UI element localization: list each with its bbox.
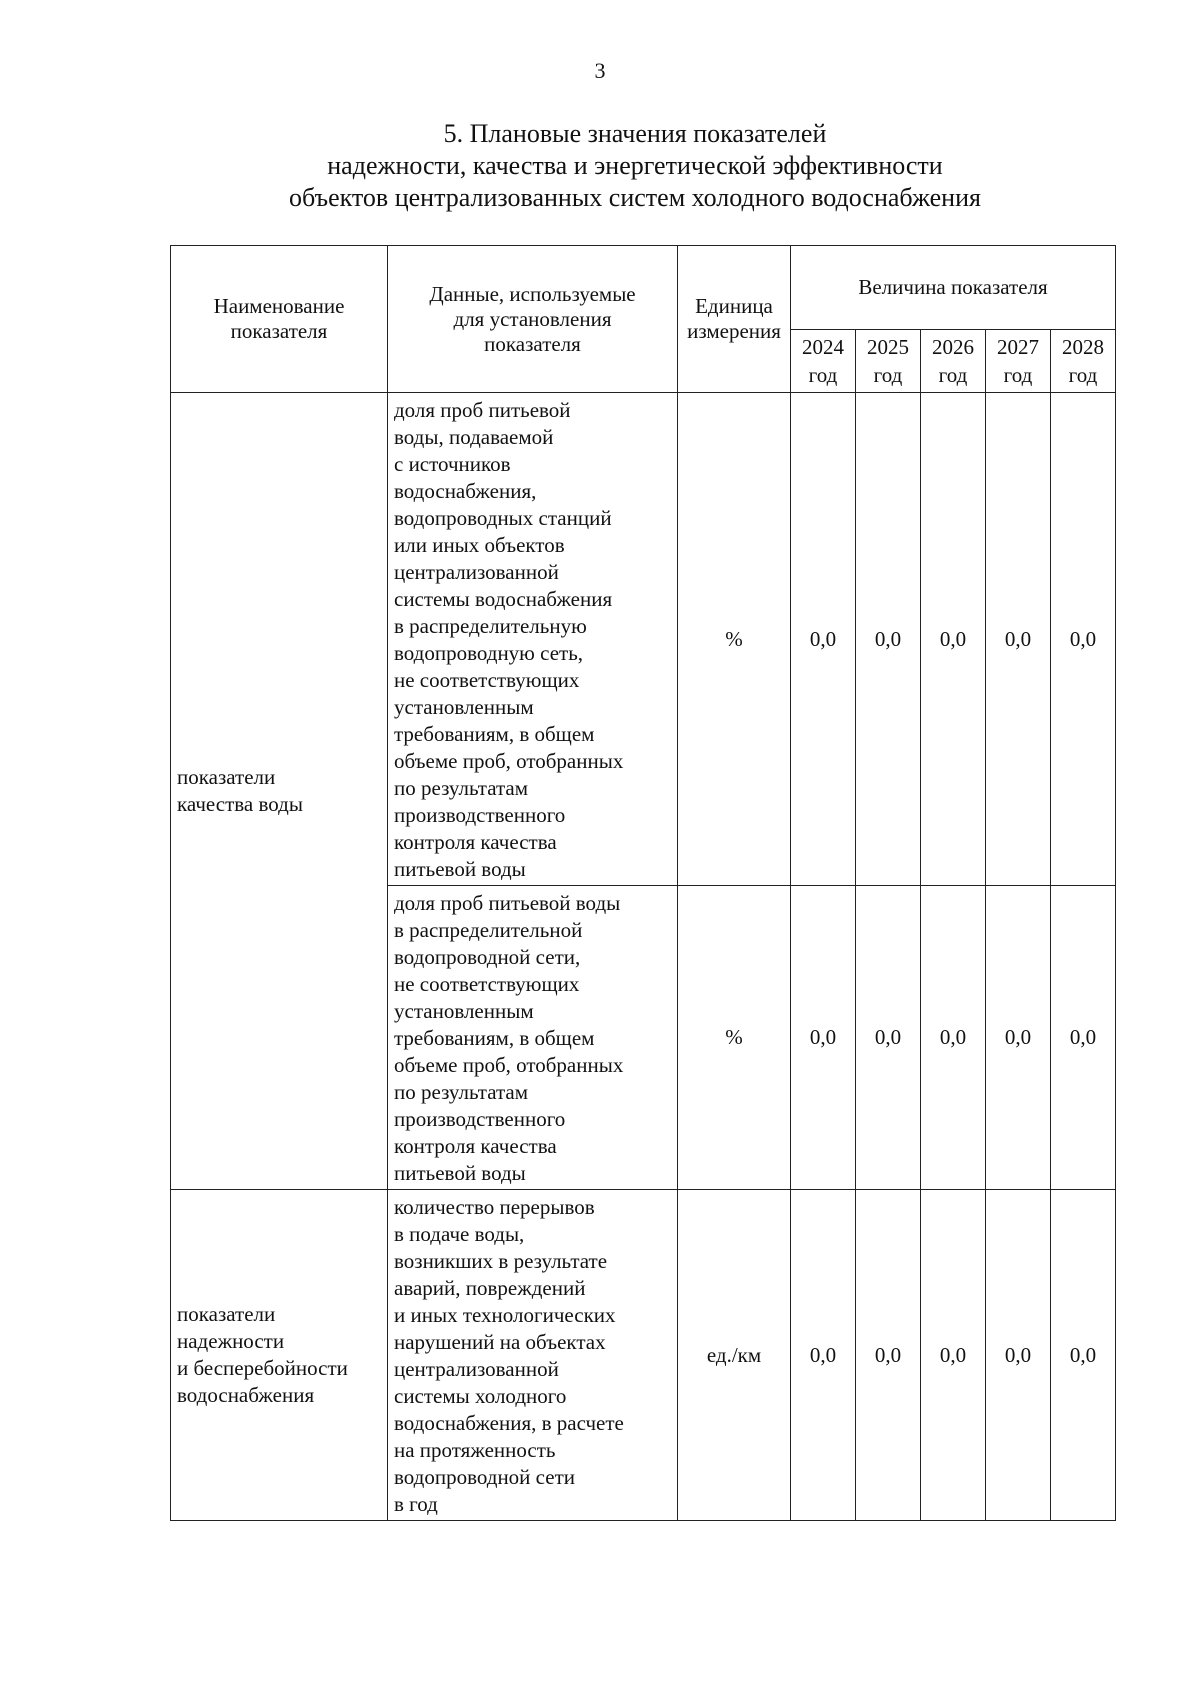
value-2027: 0,0 bbox=[986, 1190, 1051, 1521]
header-unit bbox=[678, 246, 791, 393]
value-2026: 0,0 bbox=[921, 1190, 986, 1521]
data-line: или иных объектов bbox=[394, 533, 565, 557]
header-year-2026 bbox=[921, 330, 986, 393]
indicator-name-line: качества воды bbox=[177, 792, 303, 816]
data-line: водопроводных станций bbox=[394, 506, 612, 530]
data-line: количество перерывов bbox=[394, 1195, 595, 1219]
value-2028: 0,0 bbox=[1051, 1190, 1116, 1521]
value-2028: 0,0 bbox=[1051, 393, 1116, 886]
header-year-word: год bbox=[873, 363, 903, 387]
table-row bbox=[171, 393, 1116, 886]
indicator-unit: ед./км bbox=[678, 1190, 791, 1521]
header-year-2027 bbox=[986, 330, 1051, 393]
data-line: водопроводной сети, bbox=[394, 945, 581, 969]
table-row bbox=[171, 1190, 1116, 1521]
data-line: водопроводную сеть, bbox=[394, 641, 584, 665]
data-line: питьевой воды bbox=[394, 857, 526, 881]
header-data-line: для установления bbox=[453, 306, 612, 331]
indicator-name-line: показатели bbox=[177, 1302, 276, 1326]
indicator-unit: % bbox=[678, 886, 791, 1190]
section-title bbox=[150, 118, 1120, 214]
indicator-name-line: водоснабжения bbox=[177, 1383, 315, 1407]
data-line: требованиям, в общем bbox=[394, 722, 595, 746]
data-line: установленным bbox=[394, 695, 534, 719]
data-line: в распределительной bbox=[394, 918, 583, 942]
data-line: на протяженность bbox=[394, 1438, 556, 1462]
value-2025: 0,0 bbox=[856, 393, 921, 886]
data-line: и иных технологических bbox=[394, 1303, 616, 1327]
indicator-name bbox=[171, 1190, 388, 1521]
header-year-word: год bbox=[1068, 363, 1098, 387]
title-line: объектов централизованных систем холодного водоснабжения bbox=[289, 183, 981, 212]
value-2024: 0,0 bbox=[791, 886, 856, 1190]
header-name-line: Наименование bbox=[213, 294, 345, 318]
data-line: воды, подаваемой bbox=[394, 425, 554, 449]
value-2025: 0,0 bbox=[856, 1190, 921, 1521]
data-line: производственного bbox=[394, 803, 566, 827]
data-line: производственного bbox=[394, 1107, 566, 1131]
data-line: нарушений на объектах bbox=[394, 1330, 606, 1354]
header-year-2025 bbox=[856, 330, 921, 393]
value-2028: 0,0 bbox=[1051, 886, 1116, 1190]
header-year-number: 2025 bbox=[867, 335, 909, 359]
data-line: в год bbox=[394, 1492, 438, 1516]
data-line: по результатам bbox=[394, 776, 529, 800]
data-line: водопроводной сети bbox=[394, 1465, 575, 1489]
header-year-word: год bbox=[808, 363, 838, 387]
value-2027: 0,0 bbox=[986, 886, 1051, 1190]
data-line: не соответствующих bbox=[394, 668, 580, 692]
data-line: доля проб питьевой bbox=[394, 398, 571, 422]
title-line: 5. Плановые значения показателей bbox=[443, 119, 827, 148]
header-year-number: 2028 bbox=[1062, 335, 1104, 359]
data-line: установленным bbox=[394, 999, 534, 1023]
data-line: по результатам bbox=[394, 1080, 529, 1104]
header-name-line: показателя bbox=[230, 319, 328, 343]
indicator-name-line: надежности bbox=[177, 1329, 285, 1353]
data-line: системы водоснабжения bbox=[394, 587, 613, 611]
value-2027: 0,0 bbox=[986, 393, 1051, 886]
header-data-line: Данные, используемые bbox=[429, 281, 636, 306]
value-2024: 0,0 bbox=[791, 1190, 856, 1521]
page-number: 3 bbox=[594, 58, 606, 83]
data-line: доля проб питьевой воды bbox=[394, 891, 621, 915]
data-line: аварий, повреждений bbox=[394, 1276, 586, 1300]
indicators-table bbox=[170, 245, 1116, 1521]
header-year-word: год bbox=[938, 363, 968, 387]
data-line: централизованной bbox=[394, 1357, 559, 1381]
data-line: объеме проб, отобранных bbox=[394, 1053, 624, 1077]
indicator-data bbox=[388, 886, 678, 1190]
value-2026: 0,0 bbox=[921, 393, 986, 886]
indicator-name bbox=[171, 393, 388, 1190]
indicator-data bbox=[388, 1190, 678, 1521]
indicator-unit: % bbox=[678, 393, 791, 886]
title-line: надежности, качества и энергетической эффективности bbox=[327, 151, 943, 180]
data-line: объеме проб, отобранных bbox=[394, 749, 624, 773]
value-2026: 0,0 bbox=[921, 886, 986, 1190]
header-value-group: Величина показателя bbox=[791, 246, 1116, 330]
data-line: питьевой воды bbox=[394, 1161, 526, 1185]
header-year-word: год bbox=[1003, 363, 1033, 387]
data-line: централизованной bbox=[394, 560, 559, 584]
header-data bbox=[388, 246, 678, 393]
header-data-line: показателя bbox=[484, 331, 581, 356]
header-unit-line: Единица bbox=[695, 294, 773, 318]
header-name bbox=[171, 246, 388, 393]
data-line: контроля качества bbox=[394, 1134, 557, 1158]
data-line: требованиям, в общем bbox=[394, 1026, 595, 1050]
data-line: контроля качества bbox=[394, 830, 557, 854]
value-2025: 0,0 bbox=[856, 886, 921, 1190]
header-year-2024 bbox=[791, 330, 856, 393]
data-line: не соответствующих bbox=[394, 972, 580, 996]
data-line: водоснабжения, в расчете bbox=[394, 1411, 624, 1435]
header-unit-line: измерения bbox=[687, 319, 781, 343]
data-line: системы холодного bbox=[394, 1384, 567, 1408]
header-year-number: 2024 bbox=[802, 335, 844, 359]
value-2024: 0,0 bbox=[791, 393, 856, 886]
header-year-number: 2027 bbox=[997, 335, 1039, 359]
data-line: водоснабжения, bbox=[394, 479, 537, 503]
data-line: с источников bbox=[394, 452, 511, 476]
data-line: в подаче воды, bbox=[394, 1222, 525, 1246]
header-year-number: 2026 bbox=[932, 335, 974, 359]
indicator-name-line: и бесперебойности bbox=[177, 1356, 348, 1380]
header-year-2028 bbox=[1051, 330, 1116, 393]
data-line: возникших в результате bbox=[394, 1249, 608, 1273]
indicator-name-line: показатели bbox=[177, 765, 276, 789]
indicator-data bbox=[388, 393, 678, 886]
data-line: в распределительную bbox=[394, 614, 587, 638]
